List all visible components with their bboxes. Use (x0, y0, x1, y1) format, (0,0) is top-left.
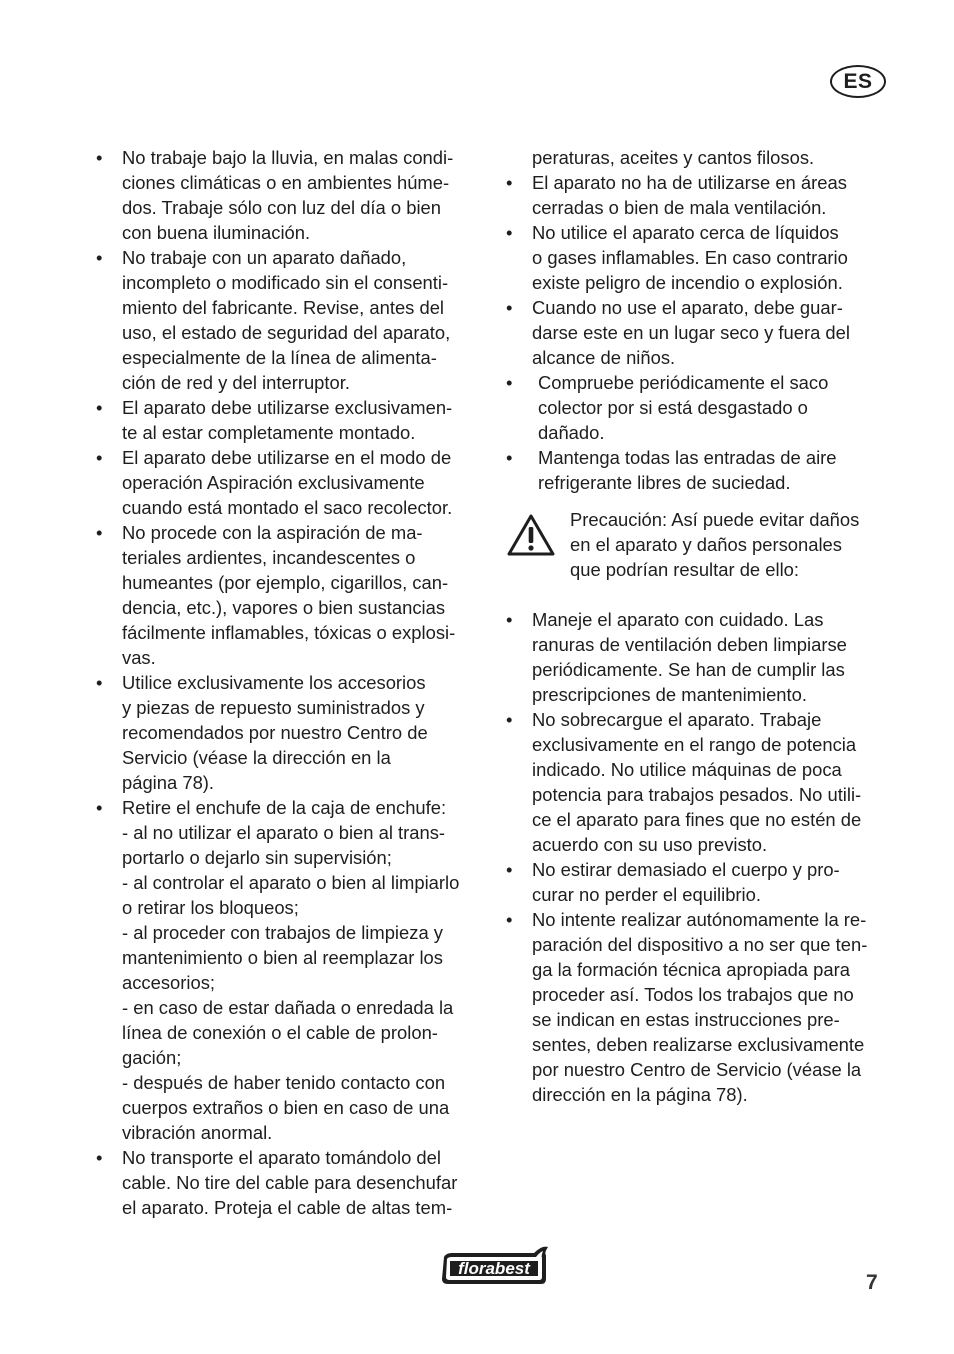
text-line: accesorios; (122, 972, 216, 993)
text-line: - en caso de estar dañada o enredada la (122, 997, 454, 1018)
right-column (506, 145, 898, 1107)
bullet-marker: • (96, 672, 103, 693)
text-line: indicado. No utilice máquinas de poca (532, 759, 842, 780)
text-line: ce el aparato para fines que no estén de (532, 809, 862, 830)
text-line: cuerpos extraños o bien en caso de una (122, 1097, 450, 1118)
text-line: teriales ardientes, incandescentes o (122, 547, 416, 568)
bullet-item (506, 607, 898, 707)
bullet-item (96, 1145, 488, 1220)
text-line: No trabaje bajo la lluvia, en malas condi- (122, 147, 454, 168)
text-line: dos. Trabaje sólo con luz del día o bien (122, 197, 441, 218)
text-line: humeantes (por ejemplo, cigarillos, can- (122, 572, 449, 593)
text-line: Cuando no use el aparato, debe guar- (532, 297, 843, 318)
bullet-marker: • (96, 147, 103, 168)
text-line: vas. (122, 647, 156, 668)
caution-text-line: Precaución: Así puede evitar daños (570, 509, 860, 530)
text-line: cable. No tire del cable para desenchufar (122, 1172, 458, 1193)
bullet-item (506, 370, 898, 445)
text-line: Utilice exclusivamente los accesorios (122, 672, 426, 693)
bullet-item (506, 857, 898, 907)
text-line: alcance de niños. (532, 347, 676, 368)
text-line: línea de conexión o el cable de prolon- (122, 1022, 438, 1043)
text-line: acuerdo con su uso previsto. (532, 834, 768, 855)
bullet-marker: • (96, 247, 103, 268)
bullet-marker: • (506, 372, 513, 393)
continued-text: peraturas, aceites y cantos filosos. (532, 147, 815, 168)
text-line: vibración anormal. (122, 1122, 273, 1143)
text-line: ranuras de ventilación deben limpiarse (532, 634, 847, 655)
bullet-marker: • (96, 1147, 103, 1168)
bullet-marker: • (506, 709, 513, 730)
text-line: miento del fabricante. Revise, antes del (122, 297, 445, 318)
text-line: uso, el estado de seguridad del aparato, (122, 322, 451, 343)
text-line: - al no utilizar el aparato o bien al trans- (122, 822, 446, 843)
text-line: o gases inflamables. En caso contrario (532, 247, 848, 268)
bullet-marker: • (96, 447, 103, 468)
text-line: Retire el enchufe de la caja de enchufe: (122, 797, 447, 818)
warning-triangle-icon (506, 513, 556, 557)
text-line: No sobrecargue el aparato. Trabaje (532, 709, 822, 730)
text-line: especialmente de la línea de alimenta- (122, 347, 437, 368)
bullet-item (506, 295, 898, 370)
left-column (96, 145, 488, 1220)
bullet-marker: • (96, 522, 103, 543)
text-line: incompleto o modificado sin el consenti- (122, 272, 449, 293)
bullet-item (506, 445, 898, 495)
text-line: colector por si está desgastado o (538, 397, 808, 418)
text-line: recomendados por nuestro Centro de (122, 722, 428, 743)
text-line: No procede con la aspiración de ma- (122, 522, 423, 543)
bullet-item (506, 707, 898, 857)
text-line: y piezas de repuesto suministrados y (122, 697, 425, 718)
text-line: periódicamente. Se han de cumplir las (532, 659, 845, 680)
text-line: fácilmente inflamables, tóxicas o explosi- (122, 622, 456, 643)
text-line: ción de red y del interruptor. (122, 372, 350, 393)
text-line: por nuestro Centro de Servicio (véase la (532, 1059, 862, 1080)
text-line: Compruebe periódicamente el saco (538, 372, 829, 393)
text-line: proceder así. Todos los trabajos que no (532, 984, 854, 1005)
text-line: paración del dispositivo a no ser que ten- (532, 934, 868, 955)
text-line: No utilice el aparato cerca de líquidos (532, 222, 839, 243)
text-line: Maneje el aparato con cuidado. Las (532, 609, 824, 630)
bullet-marker: • (96, 397, 103, 418)
caution-text-line: que podrían resultar de ello: (570, 559, 800, 580)
text-line: o retirar los bloqueos; (122, 897, 299, 918)
bullet-marker: • (506, 297, 513, 318)
text-line: El aparato no ha de utilizarse en áreas (532, 172, 847, 193)
text-line: con buena iluminación. (122, 222, 311, 243)
text-line: gación; (122, 1047, 182, 1068)
text-line: No estirar demasiado el cuerpo y pro- (532, 859, 840, 880)
bullet-item (96, 445, 488, 520)
text-line: dañado. (538, 422, 605, 443)
text-line: - después de haber tenido contacto con (122, 1072, 446, 1093)
bullet-marker: • (506, 222, 513, 243)
text-line: - al proceder con trabajos de limpieza y (122, 922, 443, 943)
text-line: El aparato debe utilizarse exclusivamen- (122, 397, 453, 418)
text-line: Servicio (véase la dirección en la (122, 747, 391, 768)
text-line: cerradas o bien de mala ventilación. (532, 197, 827, 218)
page-number: 7 (866, 1271, 878, 1294)
bullet-item (96, 245, 488, 395)
text-line: exclusivamente en el rango de potencia (532, 734, 857, 755)
bullet-item (96, 145, 488, 245)
text-line: Mantenga todas las entradas de aire (538, 447, 837, 468)
text-line: No intente realizar autónomamente la re- (532, 909, 867, 930)
bullet-marker: • (506, 609, 513, 630)
text-line: - al controlar el aparato o bien al limpiarlo (122, 872, 460, 893)
text-line: mantenimiento o bien al reemplazar los (122, 947, 443, 968)
text-line: ga la formación técnica apropiada para (532, 959, 850, 980)
bullet-marker: • (96, 797, 103, 818)
caution-notice (506, 507, 898, 582)
bullet-item (96, 520, 488, 670)
bullet-item (506, 170, 898, 220)
text-line: operación Aspiración exclusivamente (122, 472, 425, 493)
text-line: curar no perder el equilibrio. (532, 884, 761, 905)
text-line: se indican en estas instrucciones pre- (532, 1009, 840, 1030)
text-line: te al estar completamente montado. (122, 422, 416, 443)
bullet-item (96, 795, 488, 1145)
text-line: ciones climáticas o en ambientes húme- (122, 172, 450, 193)
text-line: potencia para trabajos pesados. No utili- (532, 784, 862, 805)
text-line: prescripciones de mantenimiento. (532, 684, 807, 705)
text-line: darse este en un lugar seco y fuera del (532, 322, 850, 343)
text-line: refrigerante libres de suciedad. (538, 472, 791, 493)
bullet-marker: • (506, 172, 513, 193)
text-line: No trabaje con un aparato dañado, (122, 247, 407, 268)
text-line: El aparato debe utilizarse en el modo de (122, 447, 452, 468)
text-line: dirección en la página 78). (532, 1084, 748, 1105)
logo-text: florabest (458, 1259, 530, 1278)
text-line: página 78). (122, 772, 215, 793)
bullet-item (506, 907, 898, 1107)
bullet-marker: • (506, 859, 513, 880)
caution-text-line: en el aparato y daños personales (570, 534, 842, 555)
bullet-item (96, 395, 488, 445)
bullet-marker: • (506, 447, 513, 468)
bullet-item (506, 220, 898, 295)
text-line: No transporte el aparato tomándolo del (122, 1147, 441, 1168)
text-line: portarlo o dejarlo sin supervisión; (122, 847, 392, 868)
text-line: cuando está montado el saco recolector. (122, 497, 453, 518)
bullet-marker: • (506, 909, 513, 930)
text-line: dencia, etc.), vapores o bien sustancias (122, 597, 446, 618)
text-line: sentes, deben realizarse exclusivamente (532, 1034, 865, 1055)
text-line: existe peligro de incendio o explosión. (532, 272, 843, 293)
language-badge: ES (830, 65, 886, 98)
text-line: el aparato. Proteja el cable de altas tem- (122, 1197, 453, 1218)
florabest-logo (438, 1243, 552, 1289)
bullet-item (96, 670, 488, 795)
